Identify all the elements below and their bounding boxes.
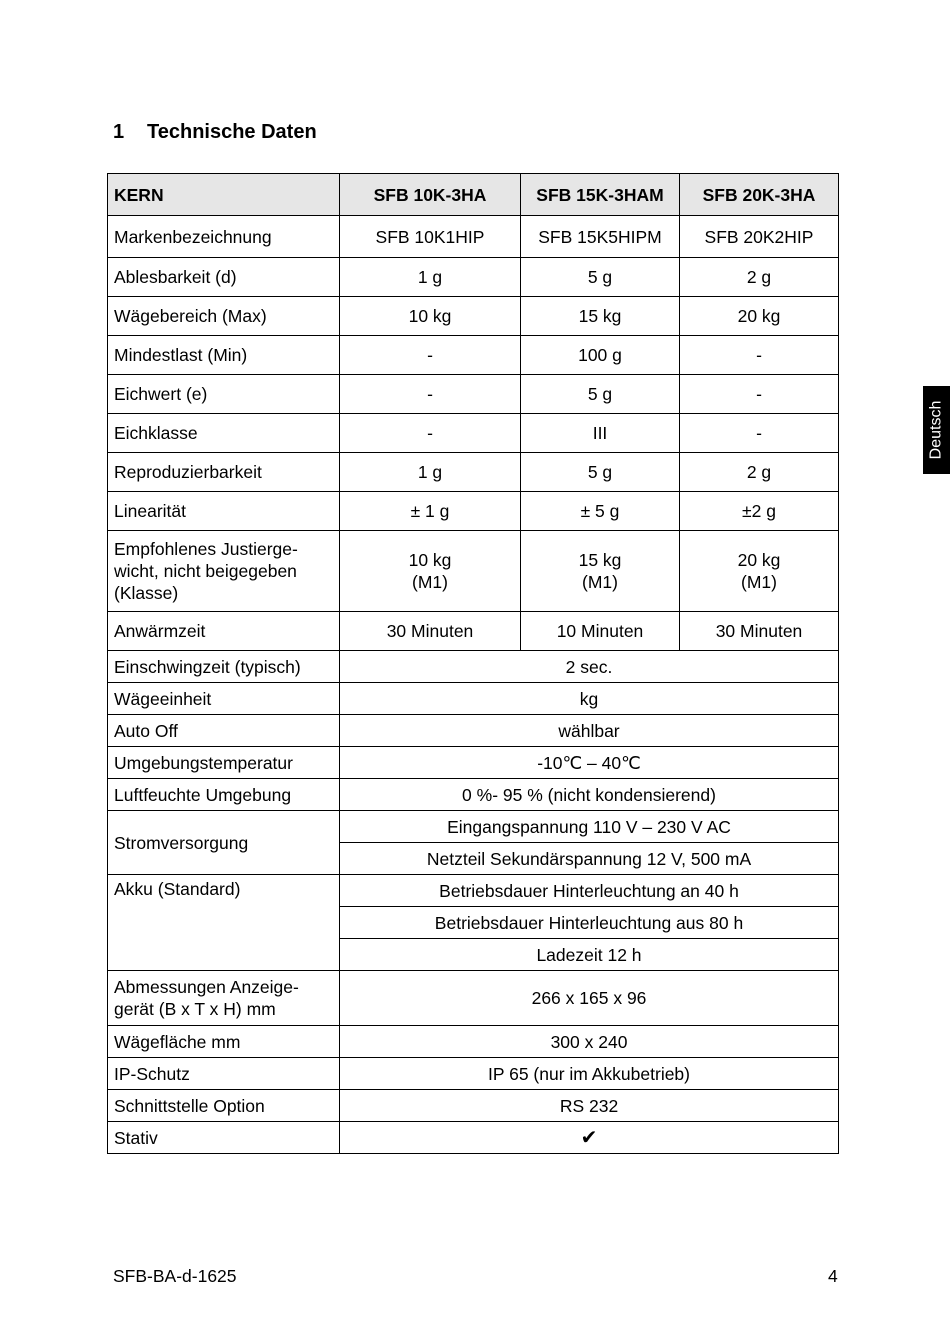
row-label: Umgebungstemperatur	[108, 747, 340, 779]
table-row	[108, 258, 839, 297]
row-label: Eichklasse	[108, 414, 340, 453]
cell: SFB 20K2HIP	[680, 216, 839, 258]
cell: 30 Minuten	[340, 612, 521, 651]
table-row	[108, 779, 839, 811]
row-label: Linearität	[108, 492, 340, 531]
shared-cell: Netzteil Sekundärspannung 12 V, 500 mA	[340, 843, 839, 875]
shared-cell: 300 x 240	[340, 1026, 839, 1058]
shared-cell: 2 sec.	[340, 651, 839, 683]
cell: 100 g	[521, 336, 680, 375]
cell: -	[680, 414, 839, 453]
cell: SFB 10K1HIP	[340, 216, 521, 258]
cell-line: 10 kg	[408, 550, 452, 570]
table-row	[108, 651, 839, 683]
language-tab-label: Deutsch	[927, 400, 945, 460]
table-row	[108, 715, 839, 747]
language-tab	[923, 386, 950, 474]
header-cell: KERN	[108, 174, 340, 216]
cell: 1 g	[340, 258, 521, 297]
section-number: 1	[113, 121, 125, 143]
cell: -	[340, 414, 521, 453]
row-label: Schnittstelle Option	[108, 1090, 340, 1122]
row-label: Abmessungen Anzeige-gerät (B x T x H) mm	[108, 971, 340, 1026]
shared-cell: RS 232	[340, 1090, 839, 1122]
row-label: Wägefläche mm	[108, 1026, 340, 1058]
header-cell: SFB 10K-3HA	[340, 174, 521, 216]
table-row	[108, 1026, 839, 1058]
table-row	[108, 1058, 839, 1090]
cell: 15 kg	[521, 297, 680, 336]
row-label: Markenbezeichnung	[108, 216, 340, 258]
section-title: Technische Daten	[147, 121, 317, 143]
cell: III	[521, 414, 680, 453]
shared-cell: IP 65 (nur im Akkubetrieb)	[340, 1058, 839, 1090]
shared-cell: Ladezeit 12 h	[340, 939, 839, 971]
cell: 30 Minuten	[680, 612, 839, 651]
cell	[680, 531, 839, 612]
cell: 1 g	[340, 453, 521, 492]
cell: -	[680, 375, 839, 414]
cell: -	[680, 336, 839, 375]
cell-line: 15 kg	[578, 550, 622, 570]
spec-table	[107, 173, 839, 1154]
footer-doc-id: SFB-BA-d-1625	[113, 1266, 237, 1286]
table-row	[108, 1090, 839, 1122]
cell: 20 kg	[680, 297, 839, 336]
shared-cell: Betriebsdauer Hinterleuchtung aus 80 h	[340, 907, 839, 939]
row-label: Stromversorgung	[108, 811, 340, 875]
cell: SFB 15K5HIPM	[521, 216, 680, 258]
footer-page-number: 4	[828, 1266, 838, 1286]
table-row	[108, 531, 839, 612]
table-row	[108, 971, 839, 1026]
table-row	[108, 683, 839, 715]
row-label: Anwärmzeit	[108, 612, 340, 651]
shared-cell: wählbar	[340, 715, 839, 747]
cell: 2 g	[680, 258, 839, 297]
cell: -	[340, 336, 521, 375]
row-label: Ablesbarkeit (d)	[108, 258, 340, 297]
table-row	[108, 216, 839, 258]
cell: -	[340, 375, 521, 414]
cell-line: (M1)	[412, 572, 448, 592]
cell-line: (M1)	[741, 572, 777, 592]
cell	[521, 531, 680, 612]
cell: 10 Minuten	[521, 612, 680, 651]
cell: ±2 g	[680, 492, 839, 531]
row-label: Mindestlast (Min)	[108, 336, 340, 375]
shared-cell: Betriebsdauer Hinterleuchtung an 40 h	[340, 875, 839, 907]
row-label: Stativ	[108, 1122, 340, 1154]
table-row	[108, 375, 839, 414]
row-label: Auto Off	[108, 715, 340, 747]
table-row	[108, 492, 839, 531]
shared-cell: kg	[340, 683, 839, 715]
table-row	[108, 811, 839, 843]
cell: ± 1 g	[340, 492, 521, 531]
row-label: Einschwingzeit (typisch)	[108, 651, 340, 683]
cell: ± 5 g	[521, 492, 680, 531]
table-row	[108, 612, 839, 651]
cell: 5 g	[521, 453, 680, 492]
table-row	[108, 336, 839, 375]
shared-cell: Eingangspannung 110 V – 230 V AC	[340, 811, 839, 843]
table-row	[108, 747, 839, 779]
row-label: Akku (Standard)	[108, 875, 340, 971]
row-label: Eichwert (e)	[108, 375, 340, 414]
table-row	[108, 453, 839, 492]
cell	[340, 531, 521, 612]
table-row	[108, 414, 839, 453]
row-label: Wägeeinheit	[108, 683, 340, 715]
cell-line: (M1)	[582, 572, 618, 592]
header-cell: SFB 15K-3HAM	[521, 174, 680, 216]
shared-cell: -10℃ – 40℃	[340, 747, 839, 779]
table-row	[108, 1122, 839, 1154]
cell: 2 g	[680, 453, 839, 492]
cell: 5 g	[521, 375, 680, 414]
table-header-row	[108, 174, 839, 216]
cell: 10 kg	[340, 297, 521, 336]
shared-cell: 0 %- 95 % (nicht kondensierend)	[340, 779, 839, 811]
section-heading	[113, 121, 317, 144]
table-row	[108, 297, 839, 336]
cell-line: 20 kg	[737, 550, 781, 570]
row-label: Empfohlenes Justierge-wicht, nicht beigegeben (Klasse)	[108, 531, 340, 612]
header-cell: SFB 20K-3HA	[680, 174, 839, 216]
row-label: Reproduzierbarkeit	[108, 453, 340, 492]
row-label: Wägebereich (Max)	[108, 297, 340, 336]
row-label: Luftfeuchte Umgebung	[108, 779, 340, 811]
checkmark-icon: ✔	[340, 1122, 839, 1154]
cell: 5 g	[521, 258, 680, 297]
shared-cell: 266 x 165 x 96	[340, 971, 839, 1026]
row-label: IP-Schutz	[108, 1058, 340, 1090]
table-row	[108, 875, 839, 907]
